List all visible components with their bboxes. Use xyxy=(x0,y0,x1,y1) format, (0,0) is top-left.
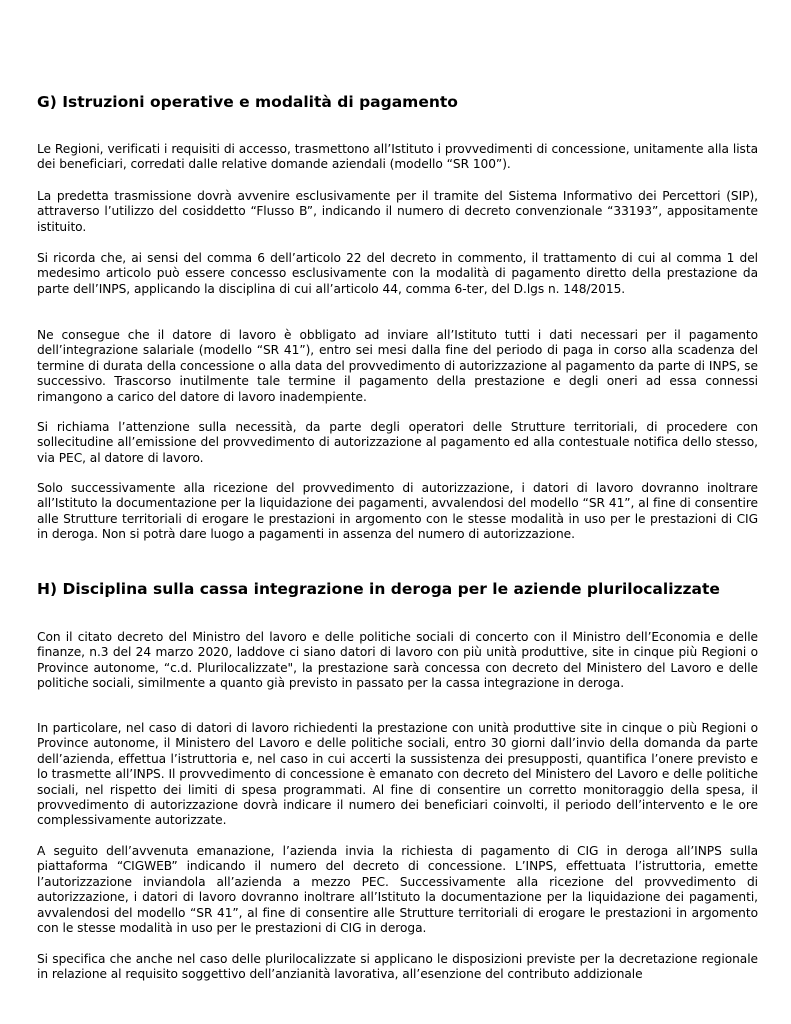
paragraph: A seguito dell’avvenuta emanazione, l’azienda invia la richiesta di pagamento di CIG in deroga all’INPS sulla piattaforma “CIGWEB” indicando il numero del decreto di concessione. L’INPS, effettuata l’istruttoria, emette l’autorizzazione inviandola all’azienda a mezzo PEC. Successivamente alla ricezione del provvedimento di autorizzazione, i datori di lavoro dovranno inoltrare all’Istituto la documentazione per la liquidazione dei pagamenti, avvalendosi del modello “SR 41”, al fine di consentire alle Strutture territoriali di erogare le prestazioni in argomento con le stesse modalità in uso per le prestazioni di CIG in deroga. xyxy=(37,844,758,936)
section-heading-g: G) Istruzioni operative e modalità di pagamento xyxy=(37,93,458,111)
paragraph: La predetta trasmissione dovrà avvenire esclusivamente per il tramite del Sistema Informativo dei Percettori (SIP), attraverso l’utilizzo del cosiddetto “Flusso B”, indicando il numero di decreto convenzionale “33193”, appositamente istituito. xyxy=(37,189,758,234)
paragraph: Si richiama l’attenzione sulla necessità, da parte degli operatori delle Strutture territoriali, di procedere con sollecitudine all’emissione del provvedimento di autorizzazione al pagamento ed alla contestuale notifica dello stesso, via PEC, al datore di lavoro. xyxy=(37,420,758,465)
paragraph: Si specifica che anche nel caso delle plurilocalizzate si applicano le disposizioni previste per la decretazione regionale in relazione al requisito soggettivo dell’anzianità lavorativa, all’esenzione del contributo addizionale xyxy=(37,952,758,982)
paragraph: Si ricorda che, ai sensi del comma 6 dell’articolo 22 del decreto in commento, il trattamento di cui al comma 1 del medesimo articolo può essere concesso esclusivamente con la modalità di pagamento diretto della prestazione da parte dell’INPS, applicando la disciplina di cui all’articolo 44, comma 6-ter, del D.lgs n. 148/2015. xyxy=(37,251,758,296)
paragraph: In particolare, nel caso di datori di lavoro richiedenti la prestazione con unità produttive site in cinque o più Regioni o Province autonome, il Ministero del Lavoro e delle politiche sociali, entro 30 giorni dall’invio della domanda da parte dell’azienda, effettua l’istruttoria e, nel caso in cui accerti la sussistenza dei presupposti, quantifica l’onere previsto e lo trasmette all’INPS. Il provvedimento di concessione è emanato con decreto del Ministero del Lavoro e delle politiche sociali, nel rispetto dei limiti di spesa programmati. Al fine di consentire un corretto monitoraggio della spesa, il provvedimento di autorizzazione dovrà indicare il numero dei beneficiari coinvolti, il periodo dell’intervento e le ore complessivamente autorizzate. xyxy=(37,721,758,828)
paragraph: Le Regioni, verificati i requisiti di accesso, trasmettono all’Istituto i provvedimenti di concessione, unitamente alla lista dei beneficiari, corredati dalle relative domande aziendali (modello “SR 100”). xyxy=(37,142,758,172)
paragraph: Ne consegue che il datore di lavoro è obbligato ad inviare all’Istituto tutti i dati necessari per il pagamento dell’integrazione salariale (modello “SR 41”), entro sei mesi dalla fine del periodo di paga in corso alla scadenza del termine di durata della concessione o alla data del provvedimento di autorizzazione al pagamento da parte di INPS, se successivo. Trascorso inutilmente tale termine il pagamento della prestazione e degli oneri ad essa connessi rimangono a carico del datore di lavoro inadempiente. xyxy=(37,328,758,404)
paragraph: Solo successivamente alla ricezione del provvedimento di autorizzazione, i datori di lavoro dovranno inoltrare all’Istituto la documentazione per la liquidazione dei pagamenti, avvalendosi del modello “SR 41”, al fine di consentire alle Strutture territoriali di erogare le prestazioni in argomento con le stesse modalità in uso per le prestazioni di CIG in deroga. Non si potrà dare luogo a pagamenti in assenza del numero di autorizzazione. xyxy=(37,481,758,542)
paragraph: Con il citato decreto del Ministro del lavoro e delle politiche sociali di concerto con il Ministro dell’Economia e delle finanze, n.3 del 24 marzo 2020, laddove ci siano datori di lavoro con più unità produttive, site in cinque più Regioni o Province autonome, “c.d. Plurilocalizzate", la prestazione sarà concessa con decreto del Ministero del Lavoro e delle politiche sociali, similmente a quanto già previsto in passato per la cassa integrazione in deroga. xyxy=(37,630,758,691)
section-heading-h: H) Disciplina sulla cassa integrazione in deroga per le aziende plurilocalizzate xyxy=(37,580,720,598)
